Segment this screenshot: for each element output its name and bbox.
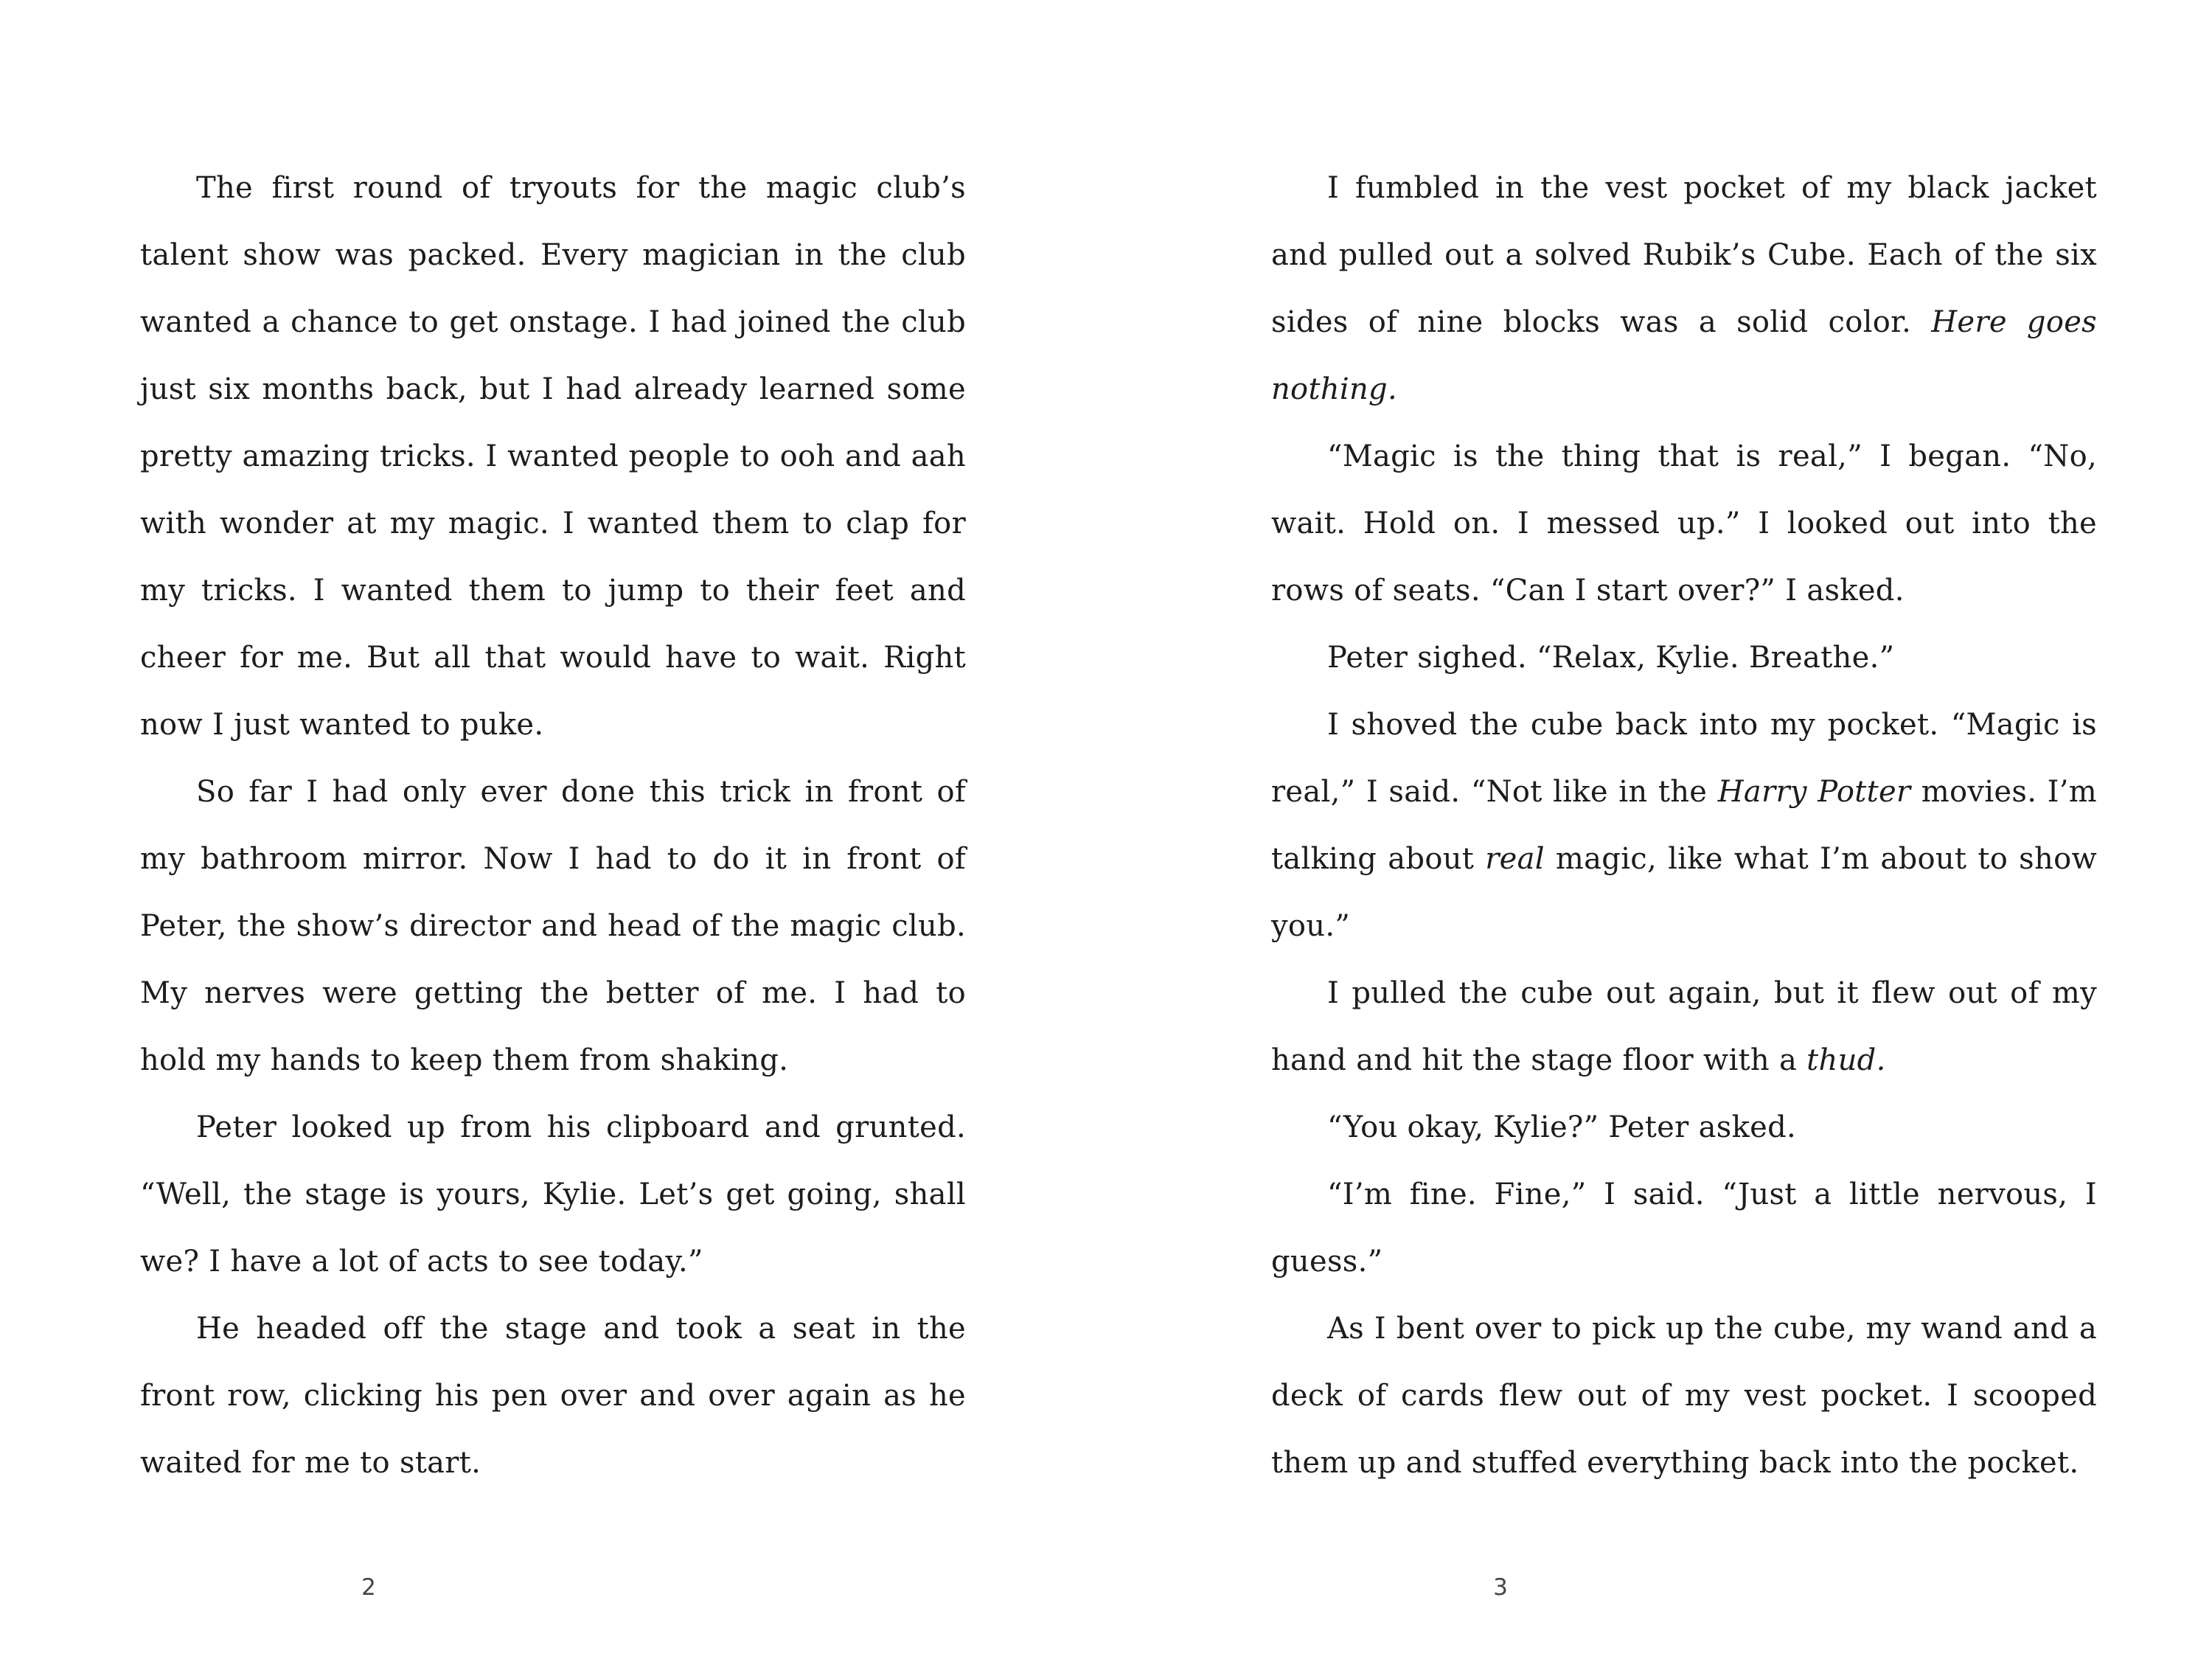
text-run: I pulled the cube out again, but it flew out of my hand and hit the stage floor with a	[1271, 976, 2097, 1077]
paragraph	[1271, 155, 2097, 423]
text-run: I fumbled in the vest pocket of my black jacket and pulled out a solved Rubik’s Cube. Each of the six sides of nine blocks was a solid color.	[1271, 171, 2097, 339]
paragraph	[140, 1295, 966, 1497]
italic-text-run: Here goes nothing.	[1271, 305, 2097, 406]
paragraph	[1271, 692, 2097, 960]
paragraph	[140, 759, 966, 1094]
text-run: “Magic is the thing that is real,” I began. “No, wait. Hold on. I messed up.” I looked out into the rows of seats. “Can I start over?” I asked.	[1271, 439, 2097, 608]
text-run: He headed off the stage and took a seat in the front row, clicking his pen over and over again as he waited for me to start.	[140, 1312, 966, 1480]
paragraph	[1271, 625, 2097, 692]
text-run: “I’m fine. Fine,” I said. “Just a little nervous, I guess.”	[1271, 1178, 2097, 1279]
paragraph	[140, 1094, 966, 1295]
left-page-text	[140, 155, 966, 1497]
paragraph	[1271, 960, 2097, 1094]
left-page-number: 2	[361, 1574, 376, 1601]
text-run: Peter sighed. “Relax, Kylie. Breathe.”	[1327, 641, 1895, 675]
text-run: So far I had only ever done this trick in front of my bathroom mirror. Now I had to do it in front of Peter, the show’s director and head of the magic club. My nerves were getting the better of me. I had to hold my hands to keep them from shaking.	[140, 775, 966, 1077]
italic-text-run: thud.	[1806, 1043, 1886, 1077]
paragraph	[1271, 423, 2097, 625]
right-page-number: 3	[1493, 1574, 1508, 1601]
italic-text-run: real	[1485, 842, 1545, 876]
text-run: As I bent over to pick up the cube, my wand and a deck of cards flew out of my vest pocket. I scooped them up and stuffed everything back into the pocket.	[1271, 1312, 2097, 1480]
text-run: movies. I’m talking about	[1271, 775, 2098, 876]
text-run: “You okay, Kylie?” Peter asked.	[1327, 1110, 1796, 1144]
right-page	[1106, 0, 2212, 1659]
paragraph	[140, 155, 966, 759]
text-run: I shoved the cube back into my pocket. “Magic is real,” I said. “Not like in the	[1271, 708, 2097, 809]
paragraph	[1271, 1161, 2097, 1295]
paragraph	[1271, 1094, 2097, 1161]
italic-text-run: Harry Potter	[1717, 775, 1911, 809]
text-run: magic, like what I’m about to show you.”	[1271, 842, 2097, 943]
text-run: Peter looked up from his clipboard and grunted. “Well, the stage is yours, Kylie. Let’s get going, shall we? I have a lot of acts to see today.”	[140, 1110, 966, 1279]
right-page-text	[1271, 155, 2097, 1497]
paragraph	[1271, 1295, 2097, 1497]
text-run: The first round of tryouts for the magic club’s talent show was packed. Every magician in the club wanted a chance to get onstage. I had joined the club just six months back, but I had already learned some pretty amazing tricks. I wanted people to ooh and aah with wonder at my magic. I wanted them to clap for my tricks. I wanted them to jump to their feet and cheer for me. But all that would have to wait. Right now I just wanted to puke.	[140, 171, 966, 742]
